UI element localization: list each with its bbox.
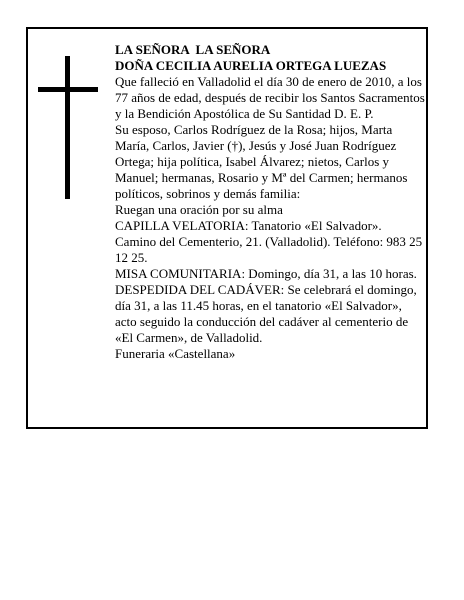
cross-horizontal-bar xyxy=(38,87,98,92)
notice-heading-title: LA SEÑORA LA SEÑORA xyxy=(115,42,271,57)
cross-vertical-bar xyxy=(65,56,70,199)
deceased-name: DOÑA CECILIA AURELIA ORTEGA LUEZAS xyxy=(115,58,387,73)
funeral-home: Funeraria «Castellana» xyxy=(115,346,236,361)
cross-icon xyxy=(38,56,98,199)
death-announcement: Que falleció en Valladolid el día 30 de enero de 2010, a los 77 años de edad, después de recibir los Santos Sacramentos y la Bendición Apostólica de Su Santidad D. E. P. xyxy=(115,74,425,121)
prayer-request: Ruegan una oración por su alma xyxy=(115,202,283,217)
farewell-info: DESPEDIDA DEL CADÁVER: Se celebrará el domingo, día 31, a las 11.45 horas, en el tanatorio «El Salvador», acto seguido la conducción del cadáver al cementerio de «El Carmen», de Valladolid. xyxy=(115,282,417,345)
obituary-notice xyxy=(26,27,428,429)
notice-text xyxy=(115,42,425,362)
mass-info: MISA COMUNITARIA: Domingo, día 31, a las 10 horas. xyxy=(115,266,417,281)
family-list: Su esposo, Carlos Rodríguez de la Rosa; hijos, Marta María, Carlos, Javier (†), Jesús y José Juan Rodríguez Ortega; hija política, Isabel Álvarez; nietos, Carlos y Manuel; hermanas, Rosario y Mª del Carmen; hermanos políticos, sobrinos y demás familia: xyxy=(115,122,408,201)
chapel-info: CAPILLA VELATORIA: Tanatorio «El Salvador». Camino del Cementerio, 21. (Valladolid). Teléfono: 983 25 12 25. xyxy=(115,218,423,265)
